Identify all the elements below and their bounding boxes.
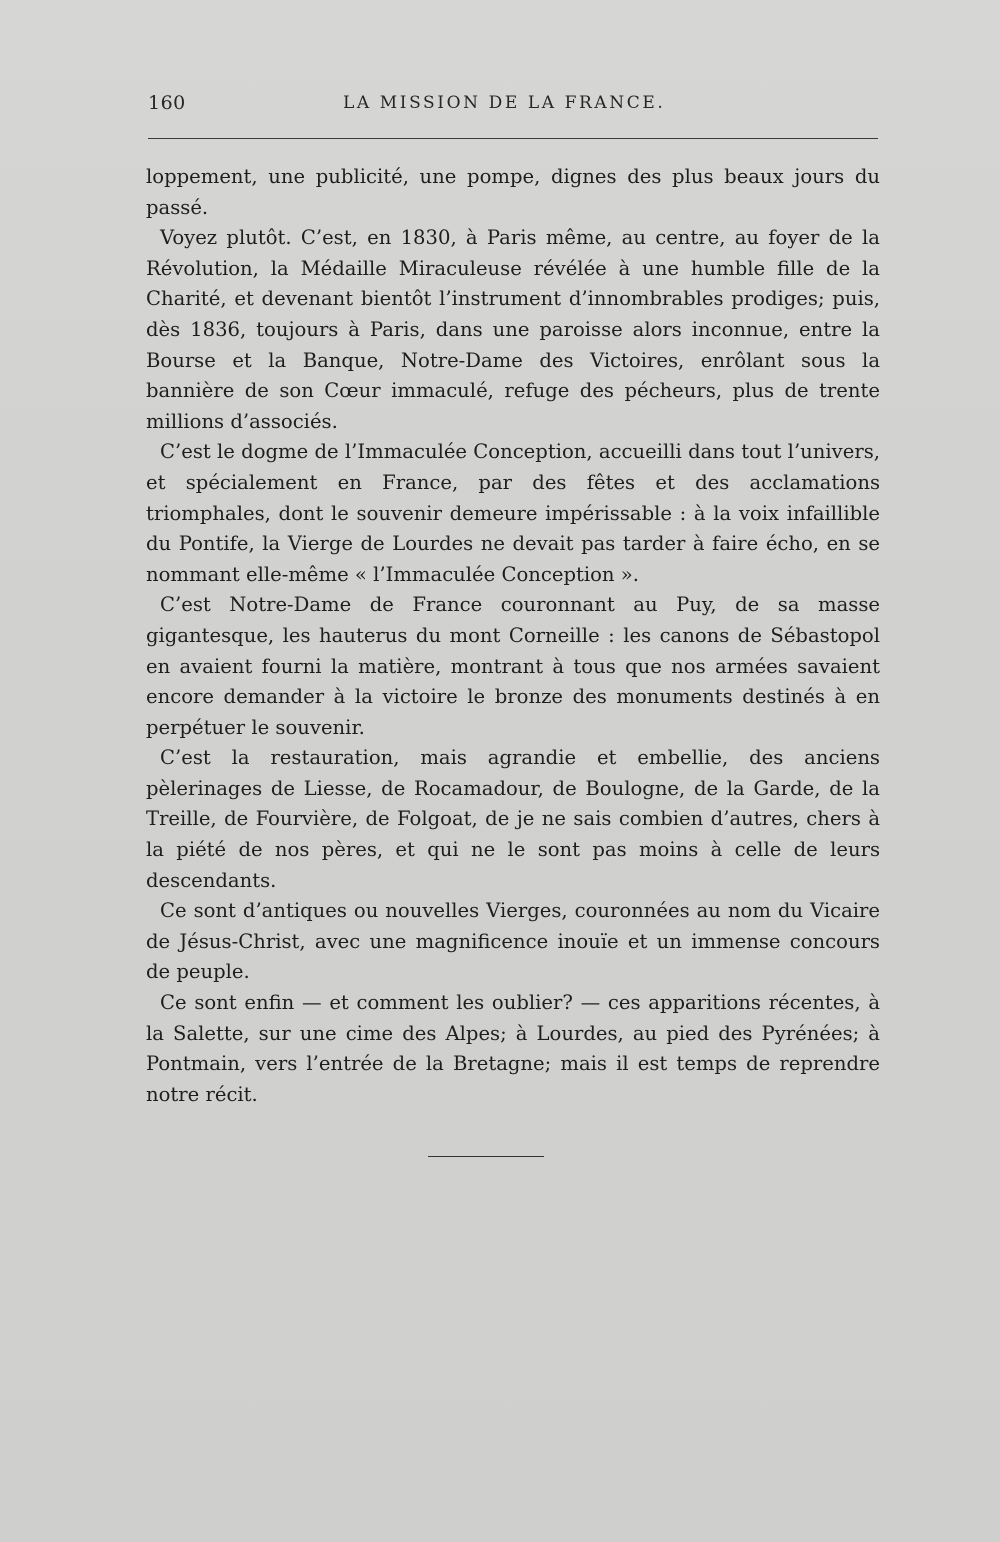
paragraph-medaille-miraculeuse: Voyez plutôt. C’est, en 1830, à Paris même, au centre, au foyer de la Révolution, la Médaille Miraculeuse révélée à une humble fille de la Charité, et devenant bientôt l’instrument d’innombrables prodiges; puis, dès 1836, toujours à Paris, dans une paroisse alors inconnue, entre la Bourse et la Banque, Notre-Dame des Victoires, enrôlant sous la bannière de son Cœur immaculé, refuge des pécheurs, plus de trente millions d’associés. [146,226,880,433]
paragraph-immaculee-conception: C’est le dogme de l’Immaculée Conception, accueilli dans tout l’univers, et spécialement en France, par des fêtes et des acclamations triomphales, dont le souvenir demeure impérissable : à la voix infaillible du Pontife, la Vierge de Lourdes ne devait pas tarder à faire écho, en se nommant elle-même « l’Immaculée Conception ». [146,440,880,586]
paragraph-continued: loppement, une publicité, une pompe, dignes des plus beaux jours du passé. [146,165,880,219]
running-title: LA MISSION DE LA FRANCE. [343,93,666,113]
running-head [148,92,878,122]
page-number: 160 [148,92,186,114]
paragraph-vierges-couronnees: Ce sont d’antiques ou nouvelles Vierges, couronnées au nom du Vicaire de Jésus-Christ, avec une magnificence inouïe et un immense concours de peuple. [146,899,880,984]
header-rule [148,138,878,139]
paragraph-apparitions: Ce sont enfin — et comment les oublier? — ces apparitions récentes, à la Salette, sur une cime des Alpes; à Lourdes, au pied des Pyrénées; à Pontmain, vers l’entrée de la Bretagne; mais il est temps de reprendre notre récit. [146,991,880,1106]
paragraph-pelerinages: C’est la restauration, mais agrandie et embellie, des anciens pèlerinages de Liesse, de Rocamadour, de Boulogne, de la Garde, de la Treille, de Fourvière, de Folgoat, de je ne sais combien d’autres, chers à la piété de nos pères, et qui ne le sont pas moins à celle de leurs descendants. [146,746,880,892]
body-text [146,162,880,1110]
paragraph-notre-dame-de-france: C’est Notre-Dame de France couronnant au Puy, de sa masse gigantesque, les hauterus du mont Corneille : les canons de Sébastopol en avaient fourni la matière, montrant à tous que nos armées savaient encore demander à la victoire le bronze des monuments destinés à en perpétuer le souvenir. [146,593,880,739]
section-end-rule [428,1156,544,1157]
